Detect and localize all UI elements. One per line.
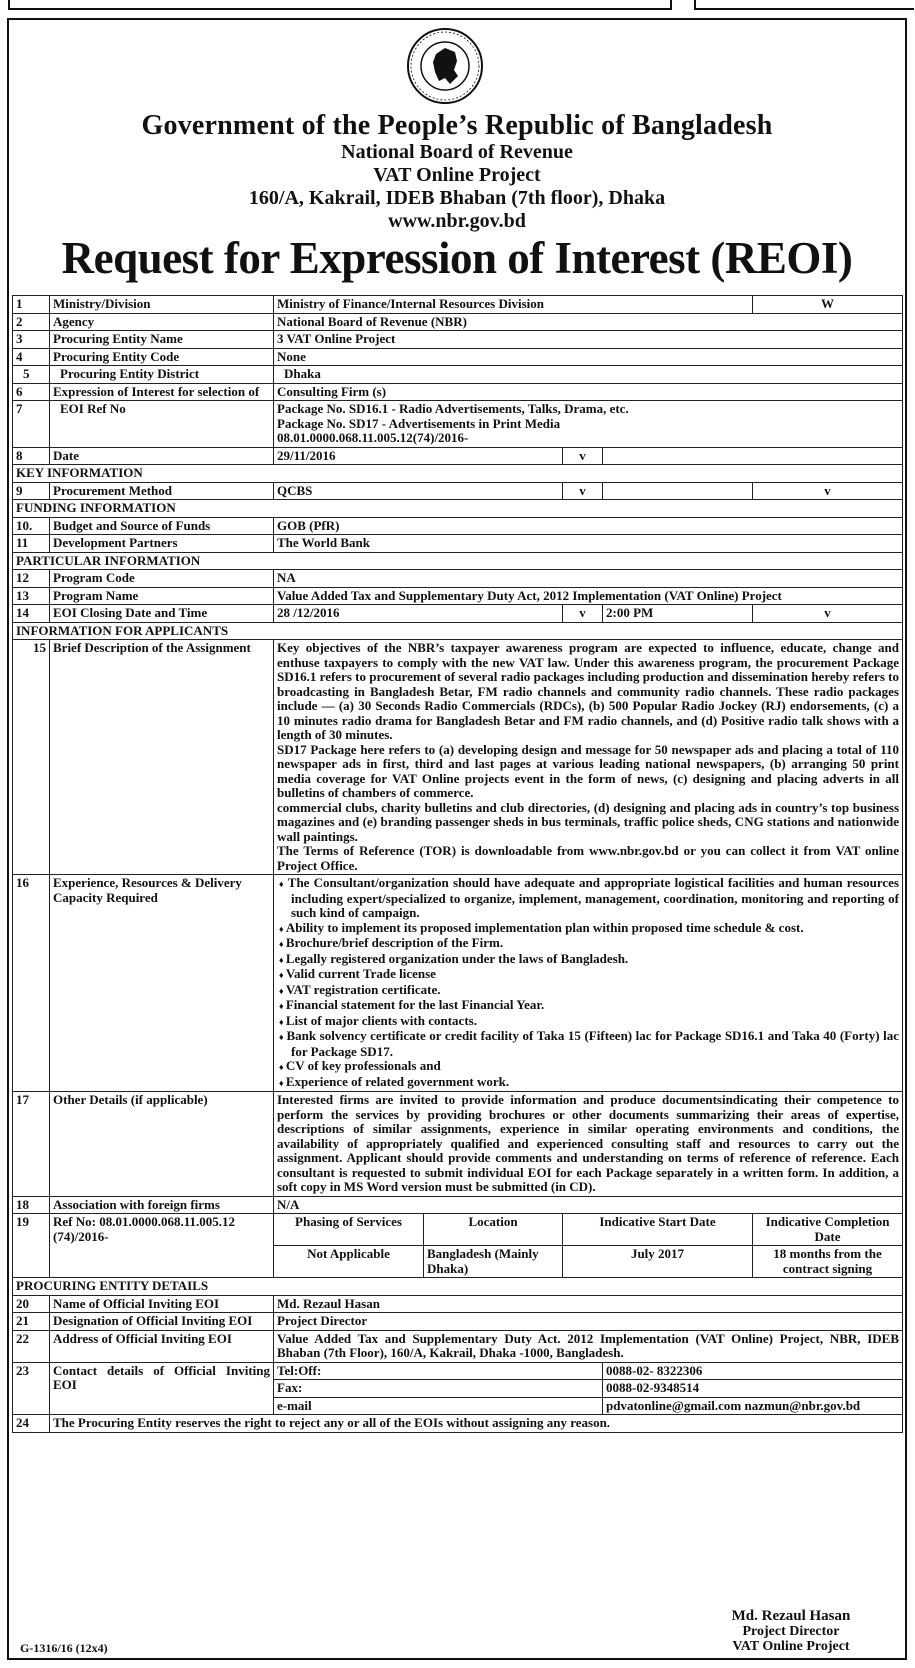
signature-block <box>691 1609 891 1654</box>
table-row <box>13 1313 903 1331</box>
section-row <box>13 552 903 570</box>
row-value: Consulting Firm (s) <box>274 383 903 401</box>
row-value: Value Added Tax and Supplementary Duty Act, 2012 Implementation (VAT Online) Project <box>274 587 903 605</box>
table-row <box>13 401 903 448</box>
row-label: Budget and Source of Funds <box>50 517 274 535</box>
requirement-item: ♦ The Consultant/organization should have adequate and appropriate logistical facilities and human resources including expert/specialized to organize, implement, management, coordination, monitoring and reporting of such kind of campaign. <box>277 876 899 921</box>
row-number: 5 <box>13 366 50 384</box>
row-number: 8 <box>13 447 50 465</box>
requirement-item: ♦ Financial statement for the last Financial Year. <box>277 998 899 1014</box>
row-mark: v <box>563 447 603 465</box>
row-label: Expression of Interest for selection of <box>50 383 274 401</box>
row-value <box>274 401 903 448</box>
eoi-reference-number: 08.01.0000.068.11.005.12(74)/2016- <box>277 430 469 445</box>
row-number: 2 <box>13 313 50 331</box>
board-name: National Board of Revenue <box>341 141 573 163</box>
row-value: Dhaka <box>274 366 903 384</box>
fax-label: Fax: <box>274 1380 603 1398</box>
empty-cell <box>603 447 903 465</box>
column-header: Indicative Start Date <box>563 1214 753 1246</box>
office-address: 160/A, Kakrail, IDEB Bhaban (7th floor), Dhaka <box>248 187 666 209</box>
signatory-title: Project Director <box>742 1624 840 1639</box>
table-row <box>13 605 903 623</box>
row-number: 11 <box>13 535 50 553</box>
table-row <box>13 1362 903 1380</box>
description-paragraph: SD17 Package here refers to (a) developing design and message for 50 newspaper ads and placing a total of 110 newspaper ads in first, third and last pages at various leading national newspapers, (b) arranging 50 print media coverage for VAT Online projects event in the form of news, (c) designing and placing adverts in all bulletins of chambers of commerce. <box>277 741 899 800</box>
row-number: 16 <box>13 875 50 1092</box>
row-value: NA <box>274 570 903 588</box>
requirement-item: ♦ CV of key professionals and <box>277 1059 899 1075</box>
table-row <box>13 517 903 535</box>
section-row <box>13 622 903 640</box>
row-label: Procurement Method <box>50 482 274 500</box>
table-row <box>13 1092 903 1197</box>
row-value: Project Director <box>274 1313 903 1331</box>
row-label: Experience, Resources & Delivery Capacity Required <box>50 875 274 1092</box>
empty-cell <box>603 482 753 500</box>
package-sd16-1: Package No. SD16.1 - Radio Advertisements, Talks, Drama, etc. <box>277 401 629 416</box>
row-mark: v <box>563 482 603 500</box>
government-title: Government of the People’s Republic of Bangladesh <box>141 110 773 141</box>
table-row <box>13 1415 903 1433</box>
row-mark: v <box>753 482 903 500</box>
row-value: National Board of Revenue (NBR) <box>274 313 903 331</box>
description-paragraph: Key objectives of the NBR’s taxpayer awareness program are expected to influence, educate, change and enthuse taxpayers to comply with the new VAT law. Under this awareness program, the procurement Package SD16.1 refers to procurement of several radio packages including production and dissemination hereby refers to broadcasting in Bangladesh Betar, FM radio channels and community radio channels. These radio packages include — (a) 30 Seconds Radio Commercials (RDCs), (b) 500 Popular Radio Jockey (RJ) endorsements, (c) a 10 minutes radio drama for Bangladesh Betar and FM radio channels, and (d) Positive radio talk shows with a length of 30 minutes. <box>277 640 899 742</box>
table-row <box>13 331 903 349</box>
fax-value: 0088-02-9348514 <box>603 1380 903 1398</box>
table-row <box>13 1330 903 1362</box>
row-label: Agency <box>50 313 274 331</box>
table-row <box>13 296 903 314</box>
section-heading: FUNDING INFORMATION <box>13 500 903 518</box>
row-label: Ministry/Division <box>50 296 274 314</box>
row-number: 22 <box>13 1330 50 1362</box>
requirement-item: ♦ Valid current Trade license <box>277 967 899 983</box>
closing-date: 28 /12/2016 <box>274 605 563 623</box>
table-row <box>13 570 903 588</box>
row-number: 10. <box>13 517 50 535</box>
row-number: 21 <box>13 1313 50 1331</box>
section-row <box>13 465 903 483</box>
row-label: Program Name <box>50 587 274 605</box>
package-sd17: Package No. SD17 - Advertisements in Print Media <box>277 415 561 431</box>
row-number: 6 <box>13 383 50 401</box>
table-row <box>13 587 903 605</box>
requirement-item: ♦ List of major clients with contacts. <box>277 1014 899 1030</box>
row-number: 1 <box>13 296 50 314</box>
email-label: e-mail <box>274 1397 603 1415</box>
row-value: Value Added Tax and Supplementary Duty Act. 2012 Implementation (VAT Online) Project, NBR, IDEB Bhaban (7th Floor), 160/A, Kakrail, Dhaka -1000, Bangladesh. <box>274 1330 903 1362</box>
reservation-clause: The Procuring Entity reserves the right to reject any or all of the EOIs without assigning any reason. <box>50 1415 903 1433</box>
requirement-item: ♦ VAT registration certificate. <box>277 983 899 999</box>
row-value: Ministry of Finance/Internal Resources Division <box>274 296 753 314</box>
row-label: Procuring Entity Code <box>50 348 274 366</box>
signatory-name: Md. Rezaul Hasan <box>731 1608 851 1624</box>
row-mark: v <box>563 605 603 623</box>
row-label: Contact details of Official Inviting EOI <box>50 1362 274 1415</box>
table-row <box>13 1214 903 1246</box>
phasing-value: Not Applicable <box>274 1246 424 1278</box>
assignment-description <box>274 640 903 875</box>
row-number: 3 <box>13 331 50 349</box>
table-row <box>13 447 903 465</box>
row-number: 23 <box>13 1362 50 1415</box>
row-value: QCBS <box>274 482 563 500</box>
row-mark: W <box>753 296 903 314</box>
row-value: Interested firms are invited to provide information and produce documentsindicating their competence to perform the services by providing brochures or other documents summarizing their areas of expertise, descriptions of similar assignments, experience in similar operating environments and conditions, the availability of appropriately qualified and experienced consulting staff and resources to carry out the assignment. Applicant should provide comments and understanding on terms of reference of reference. Each consultant is requested to submit individual EOI for each Package separately in a written form. In addition, a soft copy in MS Word version must be submitted (in CD). <box>274 1092 903 1197</box>
row-number: 18 <box>13 1196 50 1214</box>
section-heading: PROCURING ENTITY DETAILS <box>13 1278 903 1296</box>
row-number: 17 <box>13 1092 50 1197</box>
row-label: Designation of Official Inviting EOI <box>50 1313 274 1331</box>
requirement-item: ♦ Legally registered organization under the laws of Bangladesh. <box>277 952 899 968</box>
row-number: 20 <box>13 1295 50 1313</box>
description-paragraph: commercial clubs, charity bulletins and club directories, (d) designing and placing ads in country’s top business magazines and (e) branding passenger sheds in bus terminals, traffic police sheds, CNG stations and nationwide wall paintings. <box>277 799 899 844</box>
government-seal-icon <box>405 26 485 106</box>
column-header: Phasing of Services <box>274 1214 424 1246</box>
section-row <box>13 1278 903 1296</box>
table-row <box>13 1295 903 1313</box>
row-label: Association with foreign firms <box>50 1196 274 1214</box>
requirements-list <box>274 875 903 1092</box>
row-label: EOI Closing Date and Time <box>50 605 274 623</box>
row-label: Date <box>50 447 274 465</box>
reoi-table <box>12 295 903 1433</box>
telephone-label: Tel:Off: <box>274 1362 603 1380</box>
section-heading: KEY INFORMATION <box>13 465 903 483</box>
notice-title: Request for Expression of Interest (REOI) <box>61 233 853 283</box>
row-label: Program Code <box>50 570 274 588</box>
signatory-office: VAT Online Project <box>732 1639 850 1654</box>
tor-note: The Terms of Reference (TOR) is downloadable from www.nbr.gov.bd or you can collect it from VAT online Project Office. <box>277 843 899 873</box>
requirement-item: ♦ Experience of related government work. <box>277 1075 899 1091</box>
section-row <box>13 500 903 518</box>
row-label: Address of Official Inviting EOI <box>50 1330 274 1362</box>
row-value: Md. Rezaul Hasan <box>274 1295 903 1313</box>
row-label: EOI Ref No <box>50 401 274 448</box>
row-value: The World Bank <box>274 535 903 553</box>
row-value: N/A <box>274 1196 903 1214</box>
section-heading: PARTICULAR INFORMATION <box>13 552 903 570</box>
row-number: 19 <box>13 1214 50 1278</box>
row-value: 29/11/2016 <box>274 447 563 465</box>
row-label: Ref No: 08.01.0000.068.11.005.12 (74)/2016- <box>50 1214 274 1278</box>
row-label: Procuring Entity Name <box>50 331 274 349</box>
row-label: Brief Description of the Assignment <box>50 640 274 875</box>
column-header: Location <box>424 1214 563 1246</box>
row-number: 12 <box>13 570 50 588</box>
telephone-value: 0088-02- 8322306 <box>603 1362 903 1380</box>
table-row <box>13 383 903 401</box>
project-name: VAT Online Project <box>373 164 541 186</box>
table-row <box>13 640 903 875</box>
section-heading: INFORMATION FOR APPLICANTS <box>13 622 903 640</box>
location-value: Bangladesh (Mainly Dhaka) <box>424 1246 563 1278</box>
table-row <box>13 366 903 384</box>
completion-date-value: 18 months from the contract signing <box>753 1246 903 1278</box>
requirement-item: ♦ Brochure/brief description of the Firm. <box>277 936 899 952</box>
table-row <box>13 535 903 553</box>
previous-ad-box-right <box>694 0 914 10</box>
email-value[interactable]: pdvatonline@gmail.com nazmun@nbr.gov.bd <box>603 1397 903 1415</box>
requirement-item: ♦ Ability to implement its proposed implementation plan within proposed time schedule & cost. <box>277 921 899 937</box>
row-number: 7 <box>13 401 50 448</box>
row-label: Other Details (if applicable) <box>50 1092 274 1197</box>
row-label: Development Partners <box>50 535 274 553</box>
advertisement-code: G-1316/16 (12x4) <box>20 1641 108 1655</box>
start-date-value: July 2017 <box>563 1246 753 1278</box>
row-number: 13 <box>13 587 50 605</box>
row-number: 4 <box>13 348 50 366</box>
closing-time: 2:00 PM <box>603 605 753 623</box>
row-value: None <box>274 348 903 366</box>
row-mark: v <box>753 605 903 623</box>
table-row <box>13 482 903 500</box>
row-number: 24 <box>13 1415 50 1433</box>
row-label: Procuring Entity District <box>50 366 274 384</box>
table-row <box>13 313 903 331</box>
previous-ad-edge <box>0 0 915 12</box>
table-row <box>13 875 903 1092</box>
website-link[interactable]: www.nbr.gov.bd <box>388 210 526 232</box>
row-value: GOB (PfR) <box>274 517 903 535</box>
previous-ad-box-left <box>8 0 672 10</box>
row-value: 3 VAT Online Project <box>274 331 903 349</box>
row-number: 14 <box>13 605 50 623</box>
row-label: Name of Official Inviting EOI <box>50 1295 274 1313</box>
row-number: 15 <box>13 640 50 875</box>
column-header: Indicative Completion Date <box>753 1214 903 1246</box>
table-row <box>13 1196 903 1214</box>
row-number: 9 <box>13 482 50 500</box>
table-row <box>13 348 903 366</box>
requirement-item: ♦ Bank solvency certificate or credit facility of Taka 15 (Fifteen) lac for Package SD16.1 and Taka 40 (Forty) lac for Package SD17. <box>277 1029 899 1059</box>
